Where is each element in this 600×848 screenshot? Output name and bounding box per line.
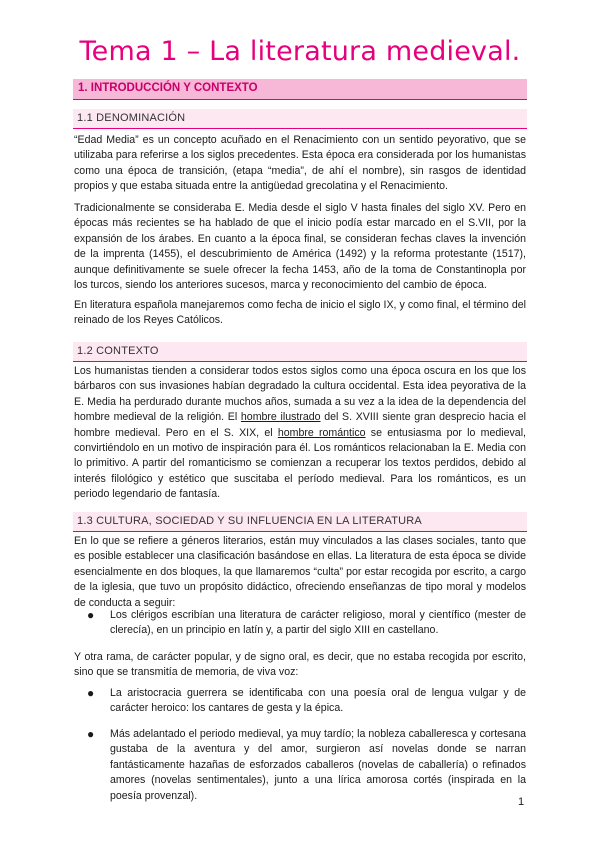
paragraph-cultura-1: En lo que se refiere a géneros literarios, están muy vinculados a las clases sociales, tanto que es posible establecer una clasificación basándose en ellas. La literatura de esta época se divide esencialmente en dos bloques, la que llamaremos “culta” por estar recogida por escrito, a cargo de la iglesia, que tuvo un propósito didáctico, ofreciendo enseñanzas de tipo moral y modelos de conducta a seguir: bbox=[74, 535, 526, 609]
bullet-icon: ● bbox=[87, 727, 95, 741]
paragraph-contexto bbox=[74, 364, 526, 503]
bullet-icon: ● bbox=[87, 686, 95, 700]
subsection-heading-cultura bbox=[73, 512, 527, 532]
paragraph-text: Los humanistas tienden a considerar todos estos siglos como una época oscura en los que los bárbaros con sus invasiones habían degradado la cultura occidental. Esta idea peyorativa de la E. Media ha perdurado durante muchos años, sumada a su vez a la idea de la dependencia del hombre medieval de la religión. El bbox=[74, 365, 526, 424]
paragraph-text: se entusiasma por lo medieval, convirtiéndolo en un motivo de inspiración para él. Los románticos relacionaban la E. Media con lo primitivo. A partir del romanticismo se comienzan a recuperar los textos perdidos, debido al interés filológico y estético que suscitaba el período medieval. Para los románticos, es un periodo legendario de fantasía. bbox=[74, 426, 526, 501]
subsection-heading-contexto bbox=[73, 342, 527, 362]
page-title: Tema 1 – La literatura medieval. bbox=[79, 36, 521, 67]
page-number: 1 bbox=[518, 796, 525, 808]
subsection-heading-denominacion bbox=[73, 109, 527, 129]
paragraph-denominacion-2: Tradicionalmente se consideraba E. Media desde el siglo V hasta finales del siglo XV. Pero en épocas más recientes se ha hablado de que el inicio podía estar marcado en el S.VII, por la expansión de los árabes. En cuanto a la época final, se consideran fechas claves la invención de la imprenta (1455), el descubrimiento de América (1492) y la reforma protestante (1517), aunque definitivamente se suele ofrecer la fecha 1453, año de la toma de Constantinopla por los turcos, siendo los anteriores sucesos, marca y reconocimiento del cambio de época. bbox=[74, 202, 526, 292]
section-heading-introduccion bbox=[73, 79, 527, 100]
list-item-aristocracia: La aristocracia guerrera se identificaba con una poesía oral de lengua vulgar y de carácter heroico: los cantares de gesta y la épica. bbox=[110, 687, 526, 715]
underlined-term: hombre romántico bbox=[277, 426, 366, 439]
paragraph-denominacion-1: “Edad Media” es un concepto acuñado en el Renacimiento con un sentido peyorativo, que se utilizaba para referirse a los siglos precedentes. Esta época era considerada por los humanistas como una época de transición, (etapa “media”, de ahí el nombre), sin rasgos de identidad propios y que estaba situada entre la antigüedad grecolatina y el Renacimiento. bbox=[74, 134, 526, 193]
paragraph-cultura-2: Y otra rama, de carácter popular, y de signo oral, es decir, que no estaba recogida por escrito, sino que se transmitía de memoria, de viva voz: bbox=[74, 651, 526, 679]
underlined-term: hombre ilustrado bbox=[240, 411, 321, 424]
subsection-heading-label: 1.1 DENOMINACIÓN bbox=[77, 112, 186, 124]
paragraph-text: del S. XVIII siente gran desprecio hacia el hombre medieval. Pero en el S. XIX, el bbox=[74, 411, 527, 439]
subsection-heading-label: 1.2 CONTEXTO bbox=[77, 345, 159, 357]
paragraph-denominacion-3: En literatura española manejaremos como fecha de inicio el siglo IX, y como final, el término del reinado de los Reyes Católicos. bbox=[74, 299, 526, 327]
subsection-heading-label: 1.3 CULTURA, SOCIEDAD Y SU INFLUENCIA EN LA LITERATURA bbox=[77, 515, 422, 527]
bullet-icon: ● bbox=[87, 608, 95, 622]
list-item-nobleza: Más adelantado el periodo medieval, ya muy tardío; la nobleza caballeresca y cortesana gustaba de la aventura y del amor, surgieron así novelas donde se narran fantásticamente hazañas de esforzados caballeros (novelas de caballería) o refinados amores (novelas sentimentales), junto a una lírica amorosa cortés (inspirada en la poesía provenzal). bbox=[110, 728, 526, 802]
section-heading-label: 1. INTRODUCCIÓN Y CONTEXTO bbox=[78, 82, 258, 94]
list-item-clerigos: Los clérigos escribían una literatura de carácter religioso, moral y científico (mester de clerecía), en un principio en latín y, a partir del siglo XIII en castellano. bbox=[110, 609, 526, 637]
